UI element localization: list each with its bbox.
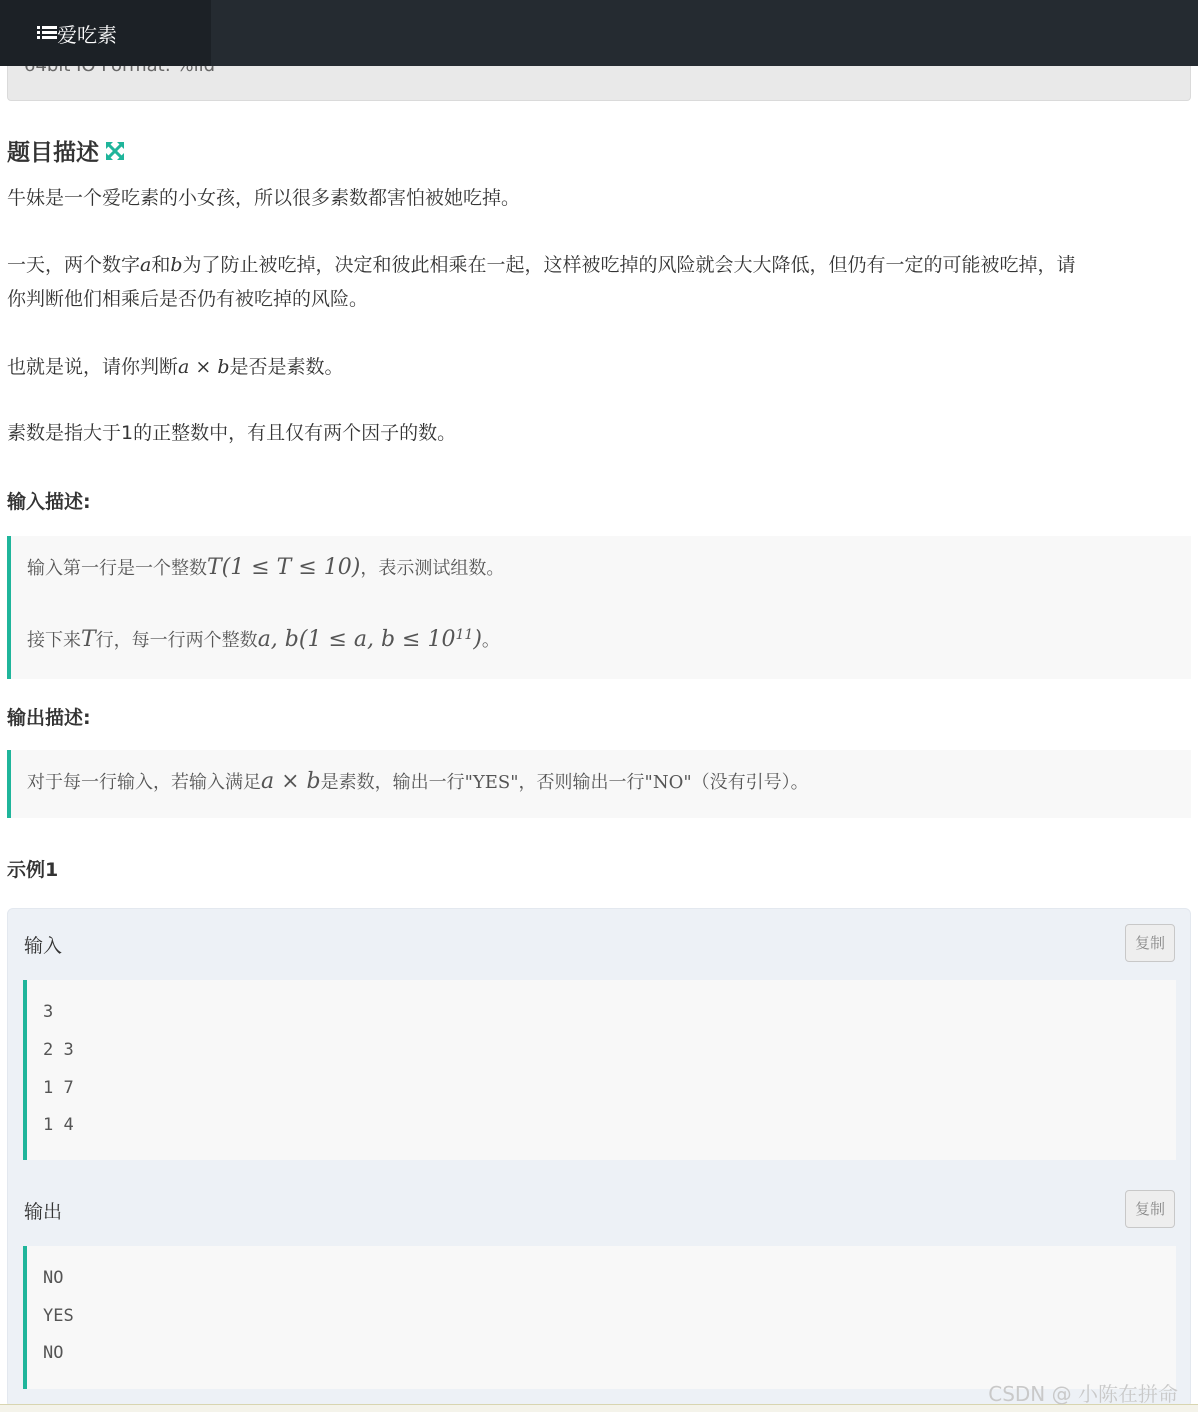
input-text: ，表示测试组数。: [360, 558, 505, 579]
code-line: 2 3: [43, 1040, 74, 1060]
description-text: 是否是素数。: [229, 356, 344, 378]
math-exponent: 11: [455, 627, 474, 643]
input-description-block: [7, 536, 1191, 679]
code-line: NO: [43, 1343, 64, 1363]
code-line: YES: [43, 1306, 74, 1326]
description-text: 素数是指大于1的正整数中，有且仅有两个因子的数。: [7, 422, 457, 444]
math-expression: ): [473, 627, 482, 652]
math-expression: a, b(1 ≤ a, b ≤ 10: [257, 627, 456, 652]
math-expression: T(1 ≤ T ≤ 10): [207, 555, 361, 580]
input-text: 行，每一行两个整数: [95, 630, 258, 651]
math-variable: a: [140, 254, 152, 276]
example-input-code: [23, 980, 1176, 1160]
top-bar: [0, 0, 1198, 66]
code-line: 3: [43, 1002, 54, 1022]
description-text: 也就是说，请你判断: [7, 356, 179, 378]
description-text: 你判断他们相乘后是否仍有被吃掉的风险。: [7, 288, 369, 310]
math-expression: a × b: [261, 769, 321, 794]
output-text: 是素数，输出一行"YES"，否则输出一行"NO"（没有引号）。: [320, 772, 809, 793]
code-line: NO: [43, 1268, 64, 1288]
copy-output-button[interactable]: 复制: [1125, 1190, 1175, 1228]
description-paragraph-3: [7, 350, 1191, 384]
math-variable: T: [81, 627, 96, 652]
example-input-label: 输入: [24, 935, 63, 957]
description-text: 和: [151, 254, 171, 276]
input-description-heading: 输入描述:: [7, 491, 91, 513]
description-text: 为了防止被吃掉，决定和彼此相乘在一起，这样被吃掉的风险就会大大降低，但仍有一定的可能被吃掉，请: [182, 254, 1076, 276]
description-paragraph-2: [7, 248, 1191, 316]
problem-tab-label: 爱吃素: [57, 22, 117, 47]
example-heading: 示例1: [7, 859, 59, 881]
example-box: [7, 908, 1191, 1408]
problem-description-heading: [7, 134, 125, 167]
output-description-heading: 输出描述:: [7, 707, 91, 729]
list-icon: [37, 25, 57, 41]
output-description-line: [27, 768, 809, 794]
description-paragraph-1: [7, 181, 1191, 215]
description-paragraph-4: [7, 416, 1191, 450]
example-output-label: 输出: [24, 1201, 63, 1223]
copy-input-button[interactable]: 复制: [1125, 924, 1175, 962]
problem-tab[interactable]: [0, 0, 211, 66]
math-expression: a × b: [178, 356, 230, 378]
expand-icon[interactable]: [105, 141, 125, 161]
description-text: 一天，两个数字: [7, 254, 141, 276]
output-text: 对于每一行输入，若输入满足: [27, 772, 261, 793]
output-description-block: [7, 750, 1191, 818]
code-line: 1 4: [43, 1115, 74, 1135]
problem-title: 题目描述: [7, 140, 99, 166]
math-variable: b: [170, 254, 183, 276]
input-description-line-2: [27, 626, 500, 652]
description-text: 牛妹是一个爱吃素的小女孩，所以很多素数都害怕被她吃掉。: [7, 187, 521, 209]
input-description-line-1: [27, 554, 504, 580]
input-text: 输入第一行是一个整数: [27, 558, 207, 579]
code-line: 1 7: [43, 1078, 74, 1098]
input-text: 接下来: [27, 630, 81, 651]
example-output-code: [23, 1246, 1176, 1389]
input-text: 。: [481, 630, 500, 651]
watermark: CSDN @ 小陈在拼命: [988, 1382, 1178, 1406]
